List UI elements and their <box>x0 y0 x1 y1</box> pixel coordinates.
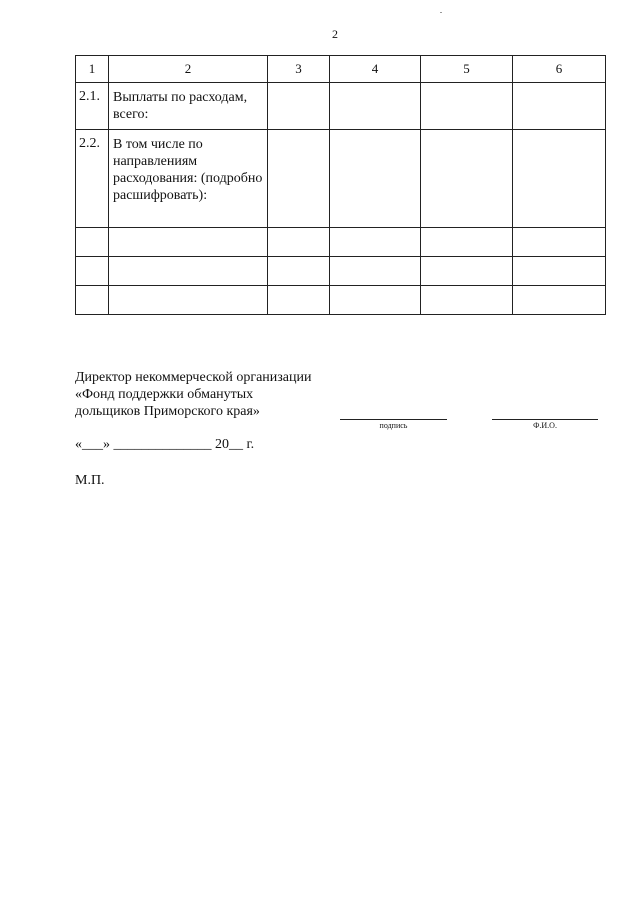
table-cell <box>268 257 330 286</box>
signature-caption: подпись <box>379 421 408 430</box>
table-cell <box>421 286 513 315</box>
row-label <box>109 257 268 286</box>
table-row <box>76 130 606 228</box>
signatory-title-line: Директор некоммерческой организации <box>75 370 312 385</box>
scan-speck <box>440 12 442 13</box>
table-cell <box>513 83 606 130</box>
column-header: 5 <box>421 56 513 83</box>
table-row <box>76 228 606 257</box>
column-header: 1 <box>76 56 109 83</box>
table-cell <box>330 130 421 228</box>
table-cell <box>330 228 421 257</box>
table-row <box>76 286 606 315</box>
table-cell <box>421 83 513 130</box>
table-row <box>76 83 606 130</box>
table-cell <box>421 130 513 228</box>
signatory-title-line: дольщиков Приморского края» <box>75 404 260 419</box>
row-label: Выплаты по расходам, всего: <box>109 83 268 130</box>
row-number: 2.1. <box>76 83 109 130</box>
signatory-title <box>75 369 311 420</box>
signature-line <box>340 419 447 420</box>
table-header-row <box>76 56 606 83</box>
stamp-label: М.П. <box>75 473 105 488</box>
date-line: «___» ______________ 20__ г. <box>75 437 255 452</box>
row-number <box>76 286 109 315</box>
row-label <box>109 286 268 315</box>
page-number: 2 <box>332 27 338 41</box>
table-cell <box>513 130 606 228</box>
name-caption: Ф.И.О. <box>533 421 557 430</box>
column-header: 2 <box>109 56 268 83</box>
signatory-title-line: «Фонд поддержки обманутых <box>75 387 254 402</box>
column-header: 3 <box>268 56 330 83</box>
column-header: 4 <box>330 56 421 83</box>
row-number <box>76 228 109 257</box>
table-cell <box>268 130 330 228</box>
table-cell <box>513 228 606 257</box>
table-cell <box>421 257 513 286</box>
table-cell <box>330 286 421 315</box>
table-cell <box>330 83 421 130</box>
table-cell <box>268 83 330 130</box>
name-line <box>492 419 598 420</box>
table-cell <box>330 257 421 286</box>
column-header: 6 <box>513 56 606 83</box>
table-cell <box>268 228 330 257</box>
table-cell <box>513 257 606 286</box>
table-row <box>76 257 606 286</box>
row-label <box>109 228 268 257</box>
row-label: В том числе по направлениям расходования: (подробно расшифровать): <box>109 130 268 228</box>
row-number <box>76 257 109 286</box>
row-number: 2.2. <box>76 130 109 228</box>
table-cell <box>421 228 513 257</box>
table-cell <box>268 286 330 315</box>
expense-table <box>75 55 606 315</box>
table-cell <box>513 286 606 315</box>
